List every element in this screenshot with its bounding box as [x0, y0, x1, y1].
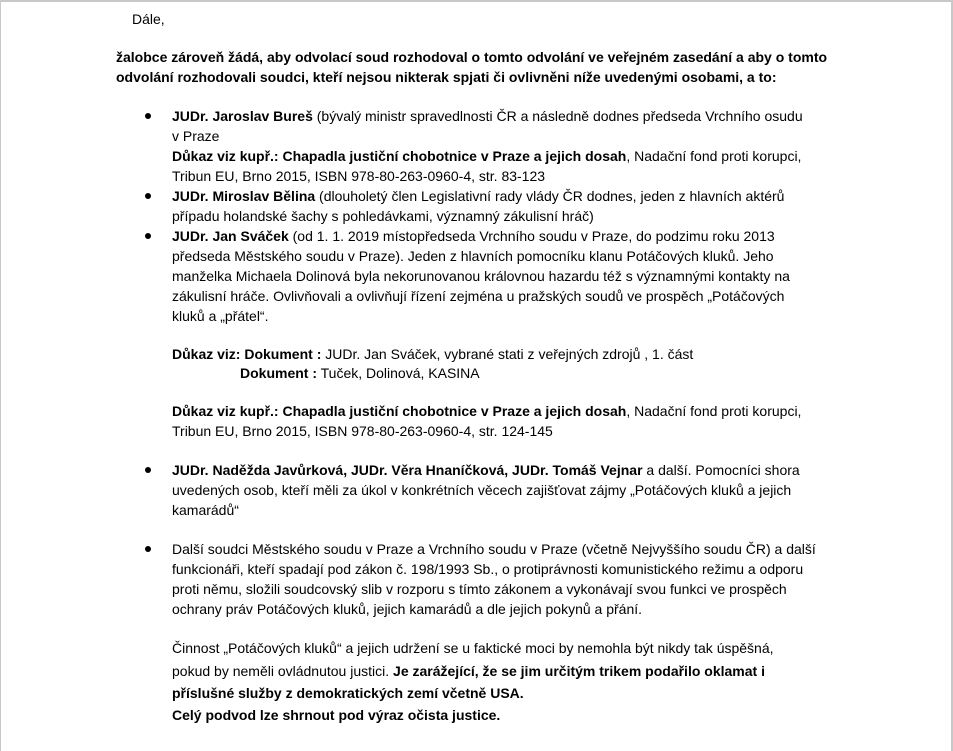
list-item-3-line-3: manželka Michaela Dolinová byla nekorunovanou královnou hazardu též s významnými kontakty na [172, 268, 790, 284]
list-item-5-line-3: proti němu, složili soudcovský slib v rozporu s tímto zákonem a vykonávají svou funkci ve prospěch [172, 581, 787, 597]
list-item-3-proof-3 [172, 401, 801, 421]
list-item-5-line-1: Další soudci Městského soudu v Praze a Vrchního soudu v Praze (včetně Nejvyššího soudu ČR) a další [172, 541, 816, 557]
list-item-3-proof-3-line-2: Tribun EU, Brno 2015, ISBN 978-80-263-0960-4, str. 124-145 [172, 423, 553, 439]
list-item-4-line-3: kamarádů“ [172, 502, 239, 518]
person-desc: (bývalý ministr spravedlnosti ČR a následně dodnes předseda Vrchního osudu [312, 108, 803, 124]
proof-text: , Nadační fond proti korupci, [626, 148, 802, 164]
closing-line-2 [172, 661, 765, 681]
person-desc: (od 1. 1. 2019 místopředseda Vrchního soudu v Praze, do podzimu roku 2013 [288, 228, 775, 244]
intro-line-2: odvolání rozhodovali soudci, kteří nejsou nikterak spjati či ovlivněni níže uvedenými osobami, a to: [116, 69, 777, 85]
proof-text: , Nadační fond proti korupci, [626, 403, 802, 419]
proof-text: JUDr. Jan Sváček, vybrané stati z veřejných zdrojů , 1. část [321, 346, 694, 362]
greeting: Dále, [132, 11, 165, 27]
list-item-2-line-1 [172, 186, 784, 206]
closing-line-1: Činnost „Potáčových kluků“ a jejich udržení se u faktické moci by nemohla být nikdy tak úspěšná, [172, 640, 774, 656]
list-item-3-line-5: kluků a „přátel“. [172, 308, 269, 324]
proof-label: Důkaz viz kupř.: Chapadla justiční chobotnice v Praze a jejich dosah [172, 403, 627, 419]
person-name: JUDr. Jan Sváček [172, 228, 289, 244]
person-names: JUDr. Naděžda Javůrková, JUDr. Věra Hnaníčková, JUDr. Tomáš Vejnar [172, 462, 643, 478]
bullet-icon [145, 467, 151, 473]
person-desc: (dlouholetý člen Legislativní rady vlády ČR dodnes, jeden z hlavních aktérů [315, 188, 785, 204]
list-item-1-line-2: v Praze [172, 128, 220, 144]
page-border-top [0, 0, 953, 2]
list-item-4-line-1 [172, 460, 800, 480]
list-item-1-proof-line-2: Tribun EU, Brno 2015, ISBN 978-80-263-0960-4, str. 83-123 [172, 168, 546, 184]
closing-line-4: Celý podvod lze shrnout pod výraz očista justice. [172, 707, 501, 723]
list-item-3-proof-2 [240, 363, 480, 383]
list-item-5-line-4: ochrany práv Potáčových kluků, jejich kamarádů a dle jejich pokynů a přání. [172, 601, 643, 617]
list-item-5-line-2: funkcionáři, kteří spadají pod zákon č. 198/1993 Sb., o protiprávnosti komunistického režimu a odporu [172, 561, 804, 577]
proof-label: Dokument : [240, 365, 317, 381]
closing-text: pokud by neměli ovládnutou justici. [172, 663, 394, 679]
person-name: JUDr. Miroslav Bělina [172, 188, 316, 204]
list-item-3-line-2: předseda Městského soudu v Praze). Jeden z hlavních pomocníku klanu Potáčových kluků. Jeho [172, 248, 774, 264]
page-border-left [0, 0, 1, 751]
list-item-1-line-1 [172, 106, 803, 126]
closing-emphasis: Je zarážející, že se jim určitým trikem podařilo oklamat i [393, 663, 765, 679]
list-item-3-proof-1 [172, 344, 693, 364]
proof-label: Důkaz viz kupř.: Chapadla justiční chobotnice v Praze a jejich dosah [172, 148, 627, 164]
person-desc: a další. Pomocníci shora [642, 462, 800, 478]
person-name: JUDr. Jaroslav Bureš [172, 108, 313, 124]
list-item-2-line-2: případu holandské šachy s pohledávkami, významný zákulisní hráč) [172, 208, 594, 224]
list-item-3-line-1 [172, 226, 775, 246]
proof-label: Důkaz viz: Dokument : [172, 346, 322, 362]
list-item-3-line-4: zákulisní hráče. Ovlivňovali a ovlivňují řízení zejména u pražských soudů ve prospěch „Potáčových [172, 288, 785, 304]
bullet-icon [145, 546, 151, 552]
bullet-icon [145, 233, 151, 239]
bullet-icon [145, 113, 151, 119]
intro-line-1: žalobce zároveň žádá, aby odvolací soud rozhodoval o tomto odvolání ve veřejném zasedání a aby o tomto [116, 49, 828, 65]
list-item-4-line-2: uvedených osob, kteří měli za úkol v konkrétních věcech zajišťovat zájmy „Potáčových kluků a jejich [172, 482, 792, 498]
list-item-1-proof [172, 146, 801, 166]
proof-text: Tuček, Dolinová, KASINA [317, 365, 480, 381]
closing-line-3: příslušné služby z demokratických zemí včetně USA. [172, 685, 524, 701]
bullet-icon [145, 193, 151, 199]
